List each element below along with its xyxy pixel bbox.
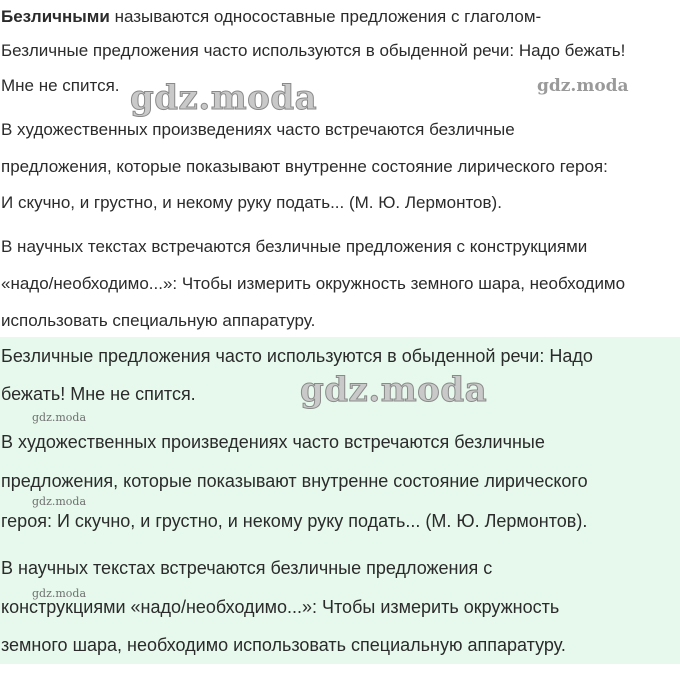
- text-line: предложения, которые показывают внутренне состояние лирического героя:: [1, 157, 608, 176]
- watermark-logo: gdz.moda: [32, 411, 87, 424]
- watermark-logo: gdz.moda: [300, 370, 488, 410]
- watermark-logo: gdz.moda: [32, 587, 87, 600]
- answer-line: предложения, которые показывают внутренне состояние лирического: [1, 471, 588, 491]
- answer-line: В научных текстах встречаются безличные предложения с: [1, 558, 493, 578]
- text-line: В художественных произведениях часто встречаются безличные: [1, 120, 515, 139]
- text-line: Безличные предложения часто используются в обыденной речи: Надо бежать!: [1, 41, 626, 60]
- answer-line: земного шара, необходимо использовать специальную аппаратуру.: [1, 635, 566, 655]
- watermark-logo: gdz.moda: [32, 495, 87, 508]
- watermark-logo: gdz.moda: [130, 78, 318, 118]
- text-line: «надо/необходимо...»: Чтобы измерить окружность земного шара, необходимо: [1, 274, 626, 293]
- term-bold: Безличными: [1, 7, 110, 26]
- answer-line: В художественных произведениях часто встречаются безличные: [1, 432, 545, 452]
- text-line: Мне не спится.: [1, 76, 120, 95]
- answer-line: героя: И скучно, и грустно, и некому руку подать... (М. Ю. Лермонтов).: [1, 511, 588, 531]
- text-line: И скучно, и грустно, и некому руку подать... (М. Ю. Лермонтов).: [1, 193, 502, 212]
- text-line: [1, 6, 541, 28]
- watermark-logo: gdz.moda: [537, 76, 629, 96]
- text-span: называются односоставные предложения с глаголом-: [109, 7, 542, 26]
- answer-line: бежать! Мне не спится.: [1, 384, 196, 404]
- text-line: использовать специальную аппаратуру.: [1, 311, 316, 330]
- answer-line: конструкциями «надо/необходимо...»: Чтобы измерить окружность: [1, 597, 560, 617]
- answer-line: Безличные предложения часто используются в обыденной речи: Надо: [1, 346, 593, 366]
- text-line: В научных текстах встречаются безличные предложения с конструкциями: [1, 237, 588, 256]
